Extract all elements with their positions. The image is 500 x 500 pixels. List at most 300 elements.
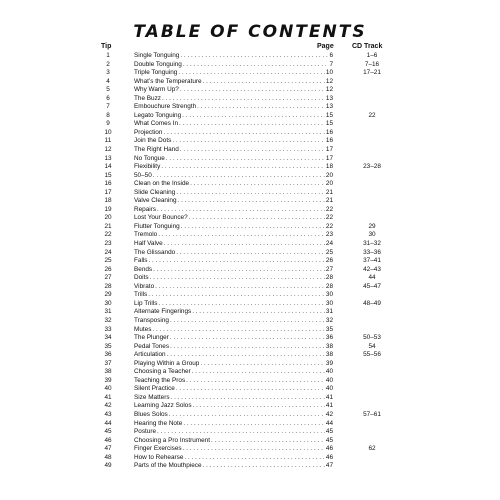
entry-cd-track: 50–53 xyxy=(363,334,381,342)
toc-entry xyxy=(0,257,500,266)
entry-page-number: 28 xyxy=(325,282,333,290)
entry-cd-track: 57–61 xyxy=(363,410,381,418)
toc-entry xyxy=(0,163,500,172)
entry-leader-line xyxy=(134,394,333,403)
toc-entry xyxy=(0,291,500,300)
entry-page-number: 45 xyxy=(325,436,333,444)
entry-leader-line xyxy=(134,180,333,189)
entry-cd-track: 30 xyxy=(368,231,376,239)
dot-leader xyxy=(176,385,325,394)
dot-leader xyxy=(152,326,324,335)
toc-entry xyxy=(0,214,500,223)
entry-leader-line xyxy=(134,274,333,283)
toc-entry xyxy=(0,137,500,146)
entry-title: Doits xyxy=(134,274,149,282)
tip-number: 34 xyxy=(104,334,112,342)
entry-title: Tremolo xyxy=(134,231,158,239)
entry-title: Hearing the Note xyxy=(134,419,183,427)
dot-leader xyxy=(197,103,325,112)
entry-title: Clean on the Inside xyxy=(134,180,190,188)
tip-number: 1 xyxy=(106,52,110,59)
entry-page-number: 23 xyxy=(325,231,333,239)
entry-leader-line xyxy=(134,172,333,181)
toc-entry xyxy=(0,445,500,454)
dot-leader xyxy=(211,437,325,446)
entry-title: Double Tonguing xyxy=(134,60,182,68)
entry-cd-track: 23–28 xyxy=(363,163,381,171)
tip-number: 33 xyxy=(104,325,112,333)
dot-leader xyxy=(158,300,324,309)
toc-entry xyxy=(0,402,500,411)
entry-leader-line xyxy=(134,326,333,335)
tip-number: 45 xyxy=(104,428,112,436)
tip-number: 17 xyxy=(104,188,112,196)
entry-page-number: 7 xyxy=(329,60,333,68)
entry-page-number: 27 xyxy=(325,265,333,273)
tip-number: 30 xyxy=(104,299,112,307)
entry-page-number: 15 xyxy=(325,120,333,128)
toc-entry xyxy=(0,52,500,61)
tip-number: 31 xyxy=(104,308,112,316)
toc-entry xyxy=(0,240,500,249)
entry-leader-line xyxy=(134,462,333,471)
entry-page-number: 46 xyxy=(325,453,333,461)
tip-number: 20 xyxy=(104,214,112,222)
tip-number: 21 xyxy=(104,222,112,230)
page-column-header: Page xyxy=(317,43,334,50)
entry-title: Embouchure Strength xyxy=(134,103,197,111)
tip-number: 28 xyxy=(104,282,112,290)
entry-page-number: 13 xyxy=(325,94,333,102)
tip-number: 49 xyxy=(104,462,112,470)
tip-number: 37 xyxy=(104,359,112,367)
entry-leader-line xyxy=(134,411,333,420)
tip-number: 48 xyxy=(104,453,112,461)
entry-leader-line xyxy=(134,163,333,172)
entry-title: Legato Tonguing xyxy=(134,111,182,119)
entry-cd-track: 44 xyxy=(368,274,376,282)
entry-title: Lost Your Bounce? xyxy=(134,214,188,222)
entry-cd-track: 55–56 xyxy=(363,351,381,359)
entry-page-number: 39 xyxy=(325,359,333,367)
dot-leader xyxy=(176,249,325,258)
entry-leader-line xyxy=(134,197,333,206)
entry-title: Vibrato xyxy=(134,282,155,290)
toc-entry xyxy=(0,189,500,198)
entry-page-number: 22 xyxy=(325,214,333,222)
entry-title: Trills xyxy=(134,291,148,299)
tip-number: 40 xyxy=(104,385,112,393)
entry-leader-line xyxy=(134,52,333,61)
dot-leader xyxy=(190,180,325,189)
tip-number: 29 xyxy=(104,291,112,299)
entry-title: Why Warm Up? xyxy=(134,86,179,94)
entry-page-number: 18 xyxy=(325,163,333,171)
entry-page-number: 40 xyxy=(325,376,333,384)
toc-entry xyxy=(0,360,500,369)
dot-leader xyxy=(167,351,325,360)
tip-number: 42 xyxy=(104,402,112,410)
entry-page-number: 17 xyxy=(325,146,333,154)
tip-number: 10 xyxy=(104,128,112,136)
entry-title: Lip Trills xyxy=(134,299,158,307)
entry-title: Choosing a Teacher xyxy=(134,368,191,376)
dot-leader xyxy=(161,163,325,172)
entry-leader-line xyxy=(134,368,333,377)
dot-leader xyxy=(155,283,325,292)
entry-cd-track: 29 xyxy=(368,222,376,230)
toc-entry xyxy=(0,86,500,95)
toc-entry xyxy=(0,155,500,164)
entry-page-number: 44 xyxy=(325,419,333,427)
entry-leader-line xyxy=(134,317,333,326)
tip-number: 3 xyxy=(106,69,110,77)
tip-column-header: Tip xyxy=(101,43,112,50)
entry-leader-line xyxy=(134,214,333,223)
entry-page-number: 22 xyxy=(325,222,333,230)
toc-entry xyxy=(0,112,500,121)
entry-page-number: 28 xyxy=(325,274,333,282)
toc-entry xyxy=(0,334,500,343)
entry-leader-line xyxy=(134,61,333,70)
entry-title: Triple Tonguing xyxy=(134,69,178,77)
toc-entry xyxy=(0,274,500,283)
tip-number: 13 xyxy=(104,154,112,162)
dot-leader xyxy=(169,411,325,420)
entry-leader-line xyxy=(134,103,333,112)
entry-title: Silent Practice xyxy=(134,385,175,393)
dot-leader xyxy=(153,172,325,181)
toc-entry xyxy=(0,300,500,309)
entry-page-number: 12 xyxy=(325,77,333,85)
toc-entry xyxy=(0,172,500,181)
entry-page-number: 16 xyxy=(325,137,333,145)
tip-number: 27 xyxy=(104,274,112,282)
dot-leader xyxy=(164,240,325,249)
dot-leader xyxy=(184,454,325,463)
entry-page-number: 13 xyxy=(325,103,333,111)
tip-number: 6 xyxy=(106,94,110,102)
entry-title: Articulation xyxy=(134,351,166,359)
tip-number: 9 xyxy=(106,120,110,128)
toc-entry xyxy=(0,231,500,240)
entry-leader-line xyxy=(134,402,333,411)
entry-leader-line xyxy=(134,454,333,463)
dot-leader xyxy=(149,257,325,266)
tip-number: 4 xyxy=(106,77,110,85)
toc-entry xyxy=(0,411,500,420)
entry-cd-track: 22 xyxy=(368,111,376,119)
entry-leader-line xyxy=(134,300,333,309)
dot-leader xyxy=(171,394,325,403)
entry-title: Pedal Tones xyxy=(134,342,170,350)
entry-title: Join the Dots xyxy=(134,137,172,145)
dot-leader xyxy=(158,231,325,240)
tip-number: 12 xyxy=(104,146,112,154)
entry-leader-line xyxy=(134,137,333,146)
toc-entry xyxy=(0,120,500,129)
entry-cd-track: 17–21 xyxy=(363,69,381,77)
entry-page-number: 25 xyxy=(325,248,333,256)
tip-number: 5 xyxy=(106,86,110,94)
dot-leader xyxy=(170,317,325,326)
toc-entry xyxy=(0,428,500,437)
entry-leader-line xyxy=(134,334,333,343)
entry-title: Bends xyxy=(134,265,153,273)
entry-page-number: 41 xyxy=(325,402,333,410)
entry-title: Choosing a Pro Instrument xyxy=(134,436,211,444)
tip-number: 23 xyxy=(104,240,112,248)
toc-entry xyxy=(0,420,500,429)
entry-page-number: 47 xyxy=(325,462,333,470)
entry-title: Single Tonguing xyxy=(134,52,180,59)
tip-number: 43 xyxy=(104,410,112,418)
entry-title: Flutter Tonguing xyxy=(134,222,180,230)
toc-entry xyxy=(0,129,500,138)
toc-entry xyxy=(0,351,500,360)
entry-page-number: 21 xyxy=(325,188,333,196)
dot-leader xyxy=(203,462,325,471)
entry-page-number: 20 xyxy=(325,180,333,188)
entry-title: Playing Within a Group xyxy=(134,359,200,367)
entry-cd-track: 62 xyxy=(368,445,376,453)
entry-title: 50–50 xyxy=(134,171,152,179)
entry-leader-line xyxy=(134,146,333,155)
entry-cd-track: 45–47 xyxy=(363,282,381,290)
tip-number: 25 xyxy=(104,257,112,265)
entry-page-number: 20 xyxy=(325,171,333,179)
dot-leader xyxy=(183,61,329,70)
entry-page-number: 17 xyxy=(325,154,333,162)
tip-number: 22 xyxy=(104,231,112,239)
entry-title: What Comes In xyxy=(134,120,179,128)
entry-page-number: 26 xyxy=(325,257,333,265)
entry-title: Alternate Fingerings xyxy=(134,308,192,316)
entry-leader-line xyxy=(134,428,333,437)
toc-entry xyxy=(0,454,500,463)
toc-entry xyxy=(0,343,500,352)
dot-leader xyxy=(166,155,325,164)
dot-leader xyxy=(163,129,324,138)
entry-page-number: 40 xyxy=(325,368,333,376)
entry-page-number: 6 xyxy=(329,52,333,59)
entry-title: The Buzz xyxy=(134,94,161,102)
tip-number: 7 xyxy=(106,103,110,111)
toc-entry xyxy=(0,266,500,275)
entry-title: Blues Solos xyxy=(134,410,168,418)
entry-cd-track: 48–49 xyxy=(363,299,381,307)
toc-entry xyxy=(0,394,500,403)
toc-entry xyxy=(0,283,500,292)
entry-leader-line xyxy=(134,377,333,386)
entry-title: Teaching the Pros xyxy=(134,376,186,384)
entry-page-number: 40 xyxy=(325,385,333,393)
entry-page-number: 22 xyxy=(325,205,333,213)
entry-title: No Tongue xyxy=(134,154,165,162)
entry-title: How to Rehearse xyxy=(134,453,184,461)
entry-leader-line xyxy=(134,266,333,275)
tip-number: 46 xyxy=(104,436,112,444)
tip-number: 41 xyxy=(104,393,112,401)
entry-cd-track: 37–41 xyxy=(363,257,381,265)
tip-number: 32 xyxy=(104,316,112,324)
dot-leader xyxy=(180,86,325,95)
toc-entry xyxy=(0,61,500,70)
entry-cd-track: 1–6 xyxy=(366,52,378,59)
toc-entry xyxy=(0,462,500,471)
entry-title: Finger Exercises xyxy=(134,445,182,453)
toc-entry xyxy=(0,437,500,446)
tip-number: 44 xyxy=(104,419,112,427)
toc-entry xyxy=(0,385,500,394)
entry-page-number: 45 xyxy=(325,428,333,436)
entry-leader-line xyxy=(134,206,333,215)
dot-leader xyxy=(200,360,325,369)
entry-leader-line xyxy=(134,155,333,164)
entry-title: Learning Jazz Solos xyxy=(134,402,192,410)
entry-leader-line xyxy=(134,95,333,104)
dot-leader xyxy=(157,206,325,215)
toc-entry xyxy=(0,103,500,112)
tip-number: 35 xyxy=(104,342,112,350)
dot-leader xyxy=(180,146,325,155)
dot-leader xyxy=(150,274,325,283)
entry-cd-track: 33–36 xyxy=(363,248,381,256)
entry-title: Slide Cleaning xyxy=(134,188,176,196)
entry-page-number: 46 xyxy=(325,445,333,453)
dot-leader xyxy=(170,334,325,343)
entry-page-number: 21 xyxy=(325,197,333,205)
entry-title: Size Matters xyxy=(134,393,170,401)
entry-cd-track: 42–43 xyxy=(363,265,381,273)
dot-leader xyxy=(148,291,325,300)
tip-number: 24 xyxy=(104,248,112,256)
tip-number: 15 xyxy=(104,171,112,179)
tip-number: 19 xyxy=(104,205,112,213)
dot-leader xyxy=(180,52,328,61)
entry-leader-line xyxy=(134,86,333,95)
entry-title: Repairs xyxy=(134,205,157,213)
toc-entry xyxy=(0,249,500,258)
toc-entry xyxy=(0,326,500,335)
entry-page-number: 10 xyxy=(325,69,333,77)
entry-leader-line xyxy=(134,291,333,300)
entry-title: Mutes xyxy=(134,325,152,333)
tip-number: 8 xyxy=(106,111,110,119)
entry-page-number: 38 xyxy=(325,342,333,350)
entry-title: The Glissando xyxy=(134,248,176,256)
dot-leader xyxy=(183,445,325,454)
entry-page-number: 16 xyxy=(325,128,333,136)
entry-leader-line xyxy=(134,240,333,249)
entry-leader-line xyxy=(134,249,333,258)
toc-entry xyxy=(0,308,500,317)
entry-cd-track: 7–16 xyxy=(364,60,380,68)
entry-page-number: 15 xyxy=(325,111,333,119)
dot-leader xyxy=(182,112,325,121)
entry-title: Projection xyxy=(134,128,163,136)
tip-number: 38 xyxy=(104,368,112,376)
entry-leader-line xyxy=(134,308,333,317)
cd-track-column-header: CD Track xyxy=(352,43,383,50)
dot-leader xyxy=(170,343,325,352)
entry-leader-line xyxy=(134,360,333,369)
entry-page-number: 12 xyxy=(325,86,333,94)
entry-page-number: 38 xyxy=(325,351,333,359)
dot-leader xyxy=(183,420,325,429)
toc-entry xyxy=(0,95,500,104)
entry-page-number: 41 xyxy=(325,393,333,401)
dot-leader xyxy=(178,69,325,78)
entry-leader-line xyxy=(134,445,333,454)
entry-leader-line xyxy=(134,437,333,446)
entry-leader-line xyxy=(134,283,333,292)
tip-number: 11 xyxy=(104,137,112,145)
tip-number: 2 xyxy=(106,60,110,68)
entry-leader-line xyxy=(134,223,333,232)
entry-title: The Right Hand xyxy=(134,146,179,154)
toc-entry xyxy=(0,197,500,206)
toc-entry xyxy=(0,146,500,155)
entry-title: Valve Cleaning xyxy=(134,197,177,205)
dot-leader xyxy=(193,402,325,411)
entry-leader-line xyxy=(134,351,333,360)
dot-leader xyxy=(189,214,325,223)
entry-page-number: 36 xyxy=(325,334,333,342)
entry-leader-line xyxy=(134,78,333,87)
page-title: TABLE OF CONTENTS xyxy=(133,22,367,42)
dot-leader xyxy=(179,120,325,129)
entry-leader-line xyxy=(134,189,333,198)
dot-leader xyxy=(176,189,325,198)
entry-page-number: 30 xyxy=(325,291,333,299)
entry-page-number: 30 xyxy=(325,299,333,307)
toc-entry xyxy=(0,180,500,189)
dot-leader xyxy=(181,223,325,232)
dot-leader xyxy=(192,368,325,377)
entry-title: What’s the Temperature xyxy=(134,77,202,85)
toc-entry xyxy=(0,78,500,87)
toc-entry xyxy=(0,368,500,377)
toc-entry xyxy=(0,377,500,386)
toc-entry xyxy=(0,206,500,215)
entry-leader-line xyxy=(134,385,333,394)
dot-leader xyxy=(192,308,325,317)
dot-leader xyxy=(172,137,325,146)
entry-title: The Plunger xyxy=(134,334,169,342)
tip-number: 39 xyxy=(104,376,112,384)
dot-leader xyxy=(157,428,325,437)
entry-leader-line xyxy=(134,343,333,352)
toc-entry xyxy=(0,69,500,78)
dot-leader xyxy=(153,266,325,275)
entry-title: Falls xyxy=(134,257,148,265)
dot-leader xyxy=(162,95,325,104)
entry-title: Posture xyxy=(134,428,157,436)
entry-page-number: 24 xyxy=(325,240,333,248)
tip-number: 16 xyxy=(104,180,112,188)
toc-entry xyxy=(0,223,500,232)
entry-page-number: 35 xyxy=(325,325,333,333)
entry-page-number: 42 xyxy=(325,410,333,418)
entry-title: Half Valve xyxy=(134,240,163,248)
entry-title: Flexibility xyxy=(134,163,161,171)
entry-leader-line xyxy=(134,69,333,78)
entry-leader-line xyxy=(134,231,333,240)
dot-leader xyxy=(186,377,325,386)
entry-leader-line xyxy=(134,257,333,266)
dot-leader xyxy=(178,197,325,206)
